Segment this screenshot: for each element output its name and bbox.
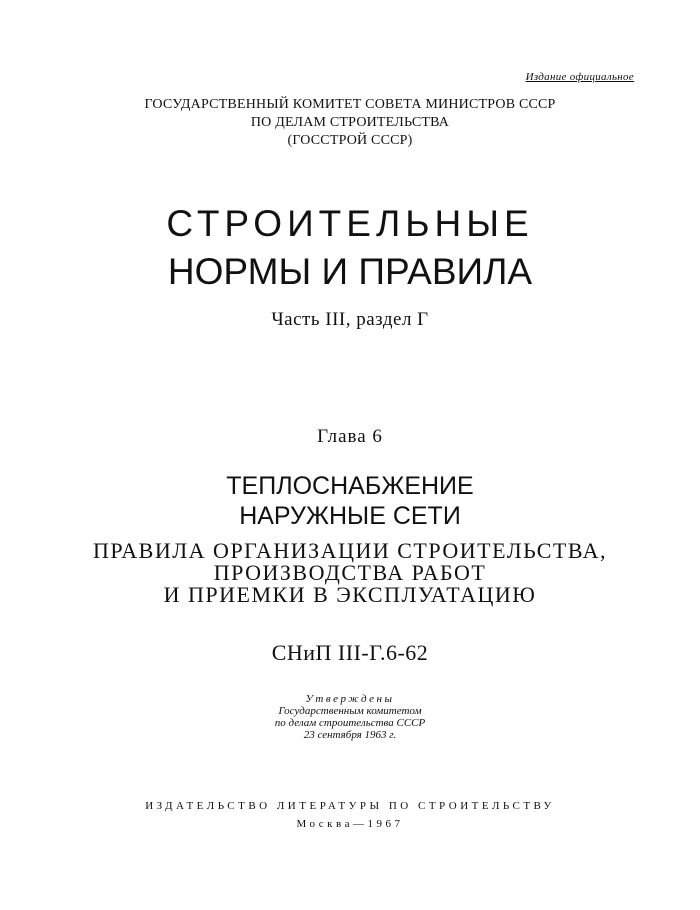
approval-line: по делам строительства СССР <box>274 717 426 729</box>
edition-label: Издание официальное <box>525 71 634 83</box>
publisher-city-year: Москва—1967 <box>296 818 404 830</box>
committee-line: ПО ДЕЛАМ СТРОИТЕЛЬСТВА <box>250 115 450 130</box>
committee-line: ГОСУДАРСТВЕННЫЙ КОМИТЕТ СОВЕТА МИНИСТРОВ СССР <box>144 97 556 112</box>
committee-line: (ГОССТРОЙ СССР) <box>287 133 413 148</box>
document-code: СНиП III-Г.6-62 <box>271 640 429 665</box>
chapter-subject <box>0 471 700 531</box>
title-line: НОРМЫ И ПРАВИЛА <box>167 251 533 292</box>
document-title <box>0 200 700 296</box>
title-line: СТРОИТЕЛЬНЫЕ <box>166 203 534 244</box>
subject-line: НАРУЖНЫЕ СЕТИ <box>239 502 461 530</box>
rules-line: ПРАВИЛА ОРГАНИЗАЦИИ СТРОИТЕЛЬСТВА, <box>92 538 608 563</box>
approval-line: Государственным комитетом <box>278 705 422 717</box>
chapter-number: Глава 6 <box>317 426 383 447</box>
approval-line: 23 сентября 1963 г. <box>303 729 397 741</box>
part-section: Часть III, раздел Г <box>271 309 429 330</box>
rules-line: ПРОИЗВОДСТВА РАБОТ <box>213 560 487 585</box>
approval-line: Утверждены <box>305 693 395 705</box>
subject-line: ТЕПЛОСНАБЖЕНИЕ <box>226 472 474 500</box>
approval-note <box>0 693 700 741</box>
publisher-name: ИЗДАТЕЛЬСТВО ЛИТЕРАТУРЫ ПО СТРОИТЕЛЬСТВУ <box>145 800 555 812</box>
chapter-rules-title <box>0 540 700 606</box>
committee-heading <box>0 96 700 150</box>
rules-line: И ПРИЕМКИ В ЭКСПЛУАТАЦИЮ <box>163 582 537 607</box>
publisher-imprint <box>0 797 700 833</box>
